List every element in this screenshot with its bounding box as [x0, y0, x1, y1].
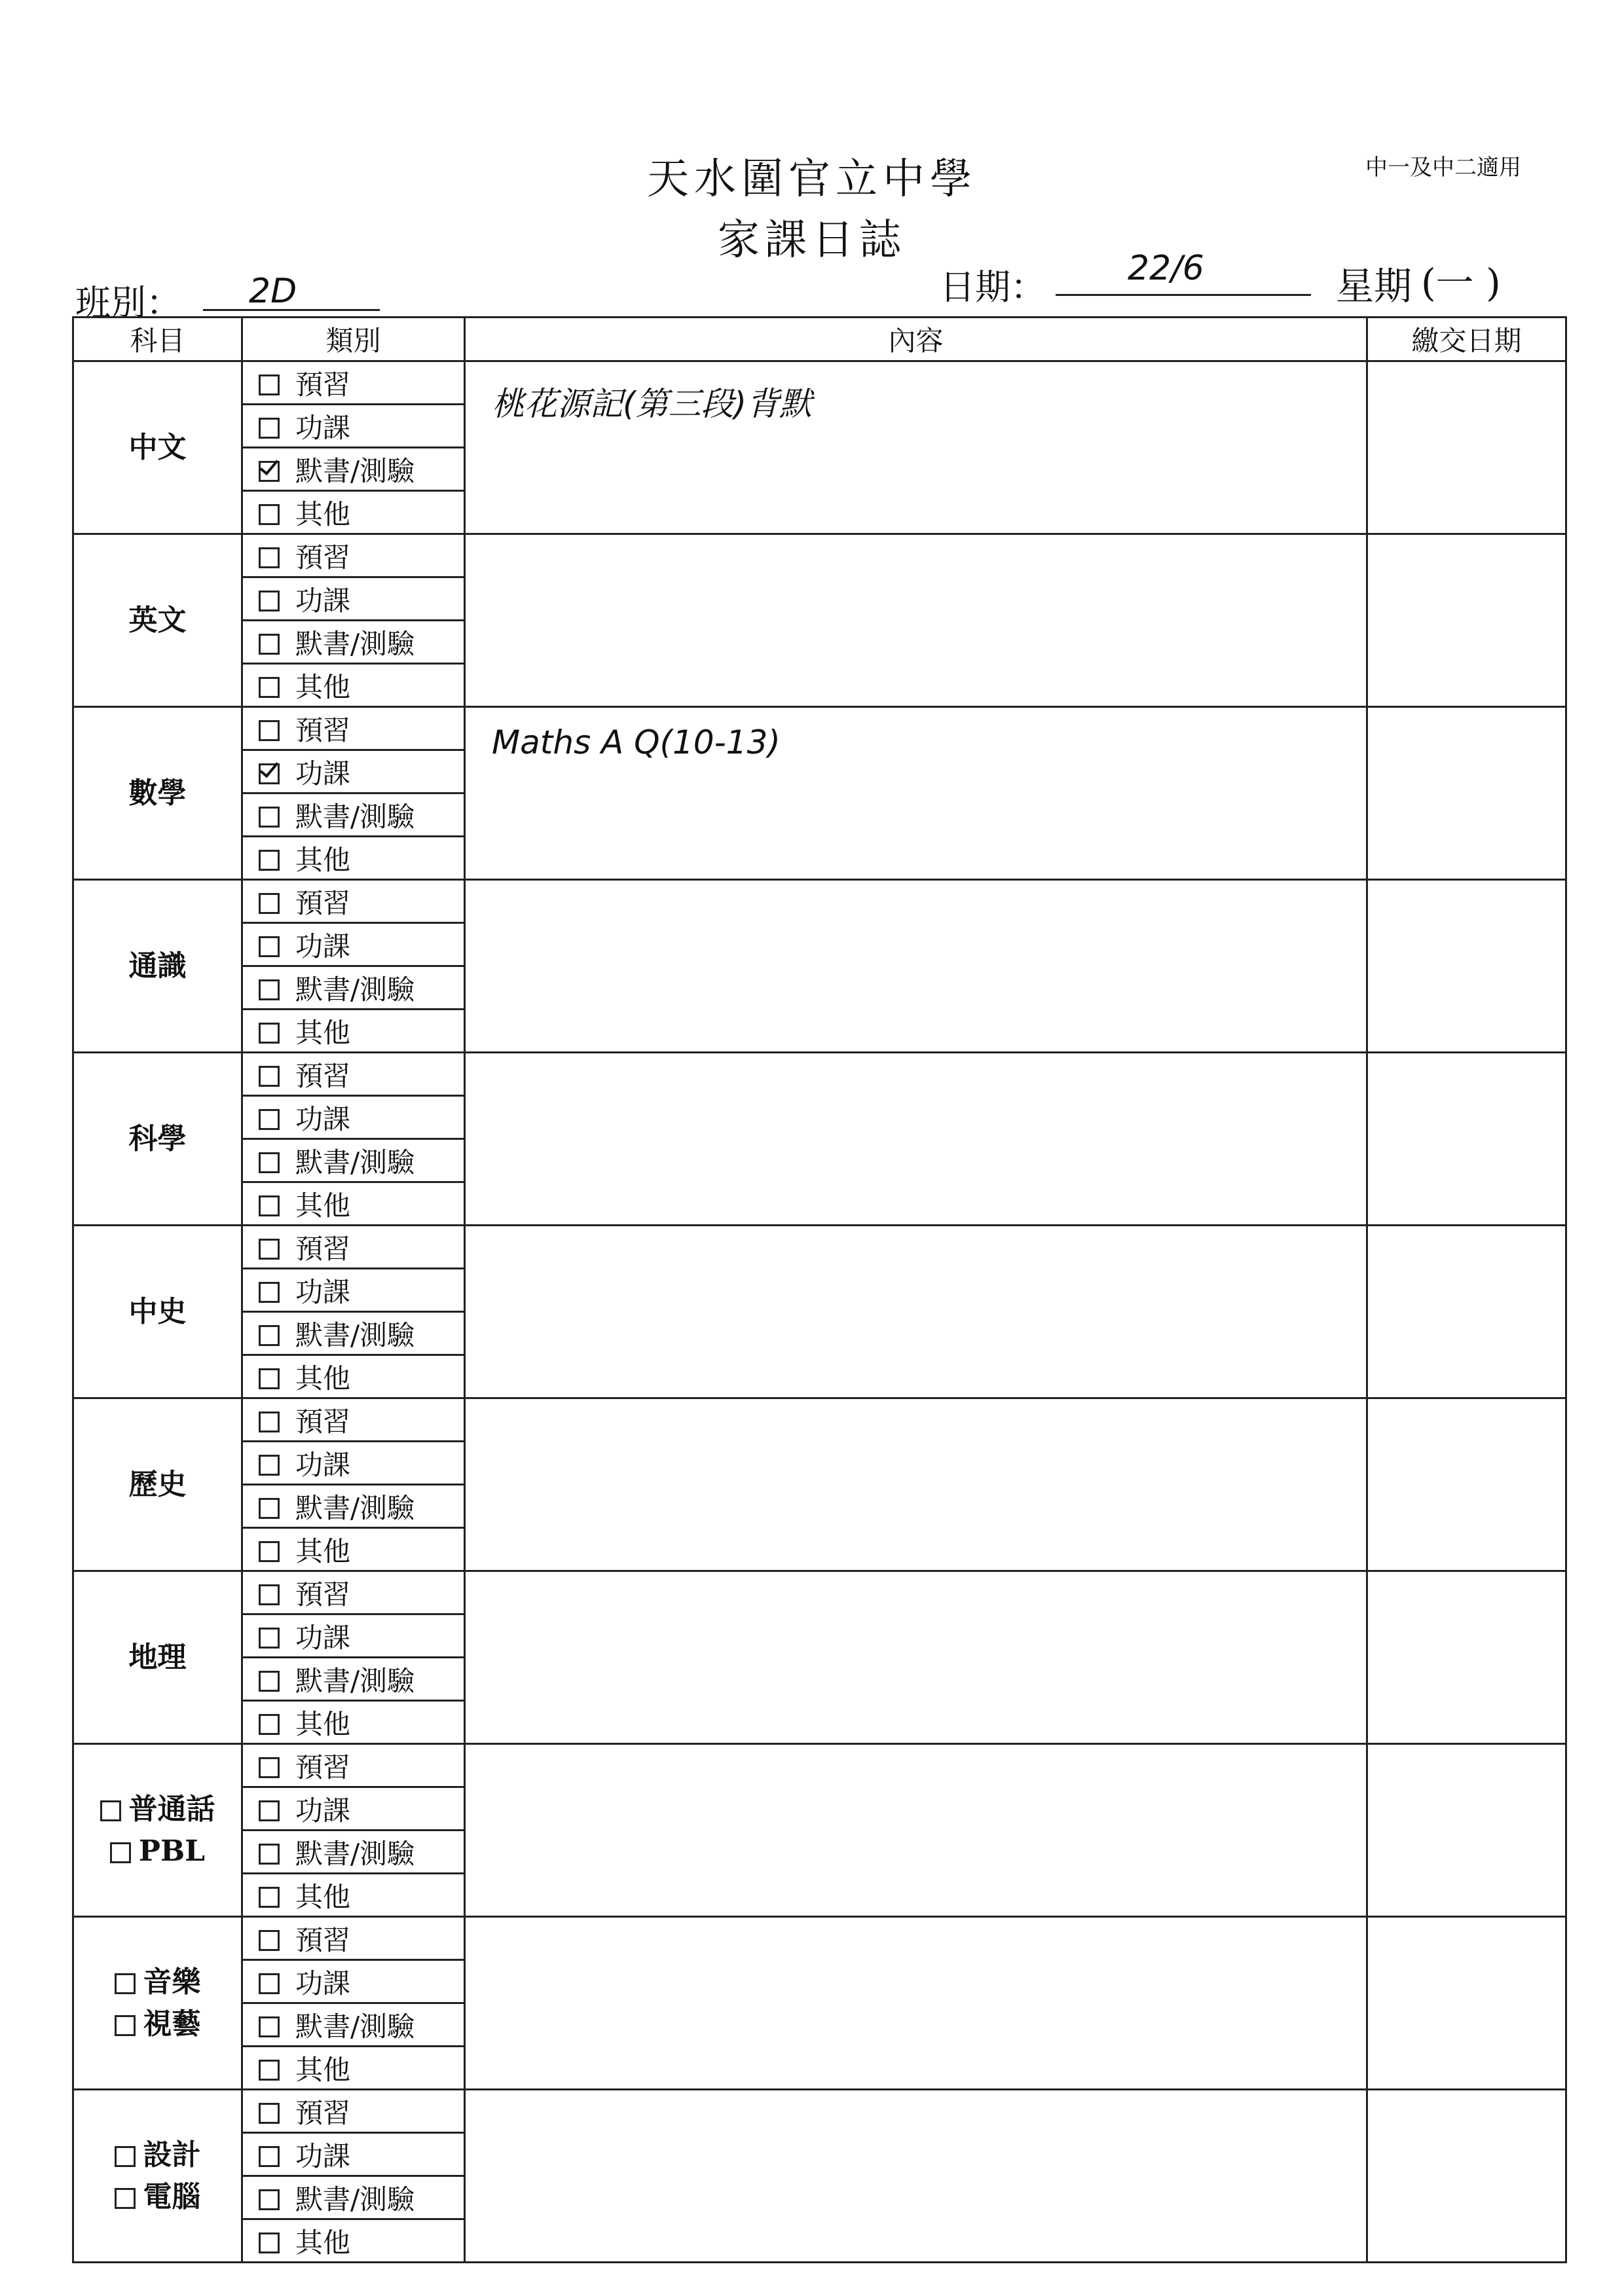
table-header-row — [73, 318, 1566, 361]
column-header-due-date: 繳交日期 — [1367, 318, 1566, 361]
subject-cell — [73, 880, 242, 1053]
weekday-label: 星期 — [1336, 264, 1412, 308]
category-cell[interactable] — [242, 2047, 465, 2090]
table-row — [73, 1571, 1566, 1614]
content-cell[interactable] — [465, 1571, 1367, 1744]
category-cell[interactable] — [242, 837, 465, 880]
content-cell[interactable] — [465, 1398, 1367, 1571]
due-date-cell[interactable] — [1367, 2090, 1566, 2263]
category-label: 預習 — [295, 886, 351, 919]
category-label: 默書/測驗 — [295, 800, 415, 833]
category-cell[interactable] — [242, 1096, 465, 1139]
subject-option[interactable] — [74, 2003, 241, 2045]
category-cell[interactable] — [242, 1831, 465, 1874]
checkbox-icon[interactable] — [259, 1714, 280, 1735]
column-header-content: 內容 — [465, 318, 1367, 361]
checkbox-icon[interactable] — [259, 1930, 280, 1951]
table-row — [73, 880, 1566, 923]
date-field[interactable]: 22/6 — [1056, 249, 1311, 296]
checkbox-icon[interactable] — [115, 2146, 136, 2167]
category-cell[interactable] — [242, 880, 465, 923]
subject-option-label: PBL — [138, 1834, 206, 1868]
subject-option-label: 電腦 — [143, 2179, 201, 2214]
checkbox-icon[interactable] — [259, 1584, 280, 1605]
table-row — [73, 534, 1566, 577]
subject-cell — [73, 534, 242, 707]
category-label: 預習 — [295, 714, 351, 746]
category-cell[interactable] — [242, 2133, 465, 2176]
checkbox-icon[interactable] — [259, 1498, 280, 1519]
table-row — [73, 1744, 1566, 1787]
subject-option[interactable] — [74, 1961, 241, 2003]
due-date-cell[interactable] — [1367, 1571, 1566, 1744]
category-cell[interactable] — [242, 534, 465, 577]
subject-option[interactable] — [74, 2134, 241, 2176]
checkbox-icon[interactable] — [259, 1455, 280, 1476]
checkbox-icon[interactable] — [115, 2188, 136, 2209]
category-cell[interactable] — [242, 1787, 465, 1831]
subject-cell — [73, 1744, 242, 1917]
checkbox-icon[interactable] — [259, 677, 280, 698]
category-label: 其他 — [295, 843, 351, 876]
category-label: 其他 — [295, 1535, 351, 1567]
category-label: 默書/測驗 — [295, 1319, 415, 1351]
checkbox-icon[interactable] — [259, 591, 280, 611]
category-label: 默書/測驗 — [295, 1146, 415, 1178]
category-cell[interactable] — [242, 1614, 465, 1658]
content-cell[interactable] — [465, 1917, 1367, 2090]
checkbox-icon[interactable] — [110, 1842, 131, 1863]
category-cell[interactable] — [242, 1182, 465, 1226]
due-date-cell[interactable] — [1367, 880, 1566, 1053]
checkbox-icon[interactable] — [259, 936, 280, 957]
table-row — [73, 1917, 1566, 1960]
category-label: 功課 — [295, 1794, 351, 1827]
category-cell[interactable] — [242, 1960, 465, 2003]
category-label: 預習 — [295, 1405, 351, 1438]
table-row — [73, 1398, 1566, 1442]
subject-cell — [73, 2090, 242, 2263]
category-cell[interactable] — [242, 1874, 465, 1917]
subject-cell — [73, 361, 242, 534]
category-label: 其他 — [295, 498, 351, 530]
category-cell[interactable] — [242, 966, 465, 1010]
category-cell[interactable] — [242, 1398, 465, 1442]
checkbox-icon[interactable] — [259, 1412, 280, 1432]
table-row — [73, 2090, 1566, 2133]
subject-name: 數學 — [128, 776, 187, 810]
category-cell[interactable] — [242, 1269, 465, 1312]
category-label: 默書/測驗 — [295, 2183, 415, 2215]
category-label: 預習 — [295, 1923, 351, 1956]
checkbox-icon[interactable] — [259, 2189, 280, 2210]
content-cell[interactable] — [465, 534, 1367, 707]
column-header-subject: 科目 — [73, 318, 242, 361]
checkbox-icon[interactable] — [259, 1066, 280, 1087]
category-cell[interactable] — [242, 1010, 465, 1053]
category-label: 默書/測驗 — [295, 1491, 415, 1524]
checkbox-icon[interactable] — [259, 979, 280, 1000]
due-date-cell[interactable] — [1367, 534, 1566, 707]
subject-name: 科學 — [128, 1121, 187, 1156]
subject-name: 地理 — [128, 1640, 187, 1674]
category-label: 預習 — [295, 1232, 351, 1265]
category-label: 預習 — [295, 1059, 351, 1092]
subject-cell — [73, 707, 242, 880]
category-cell[interactable] — [242, 1658, 465, 1701]
checkbox-icon[interactable] — [259, 1109, 280, 1130]
content-cell[interactable]: 桃花源記(第三段)背默 — [465, 361, 1367, 534]
subject-option-label: 音樂 — [143, 1965, 201, 1999]
category-label: 默書/測驗 — [295, 2010, 415, 2043]
content-cell[interactable] — [465, 2090, 1367, 2263]
checkbox-icon[interactable] — [115, 2015, 136, 2036]
subject-cell — [73, 1917, 242, 2090]
content-cell[interactable]: Maths A Q(10-13) — [465, 707, 1367, 880]
checked-box-icon[interactable] — [259, 461, 280, 482]
checkbox-icon[interactable] — [259, 374, 280, 395]
category-cell[interactable] — [242, 1528, 465, 1571]
checkbox-icon[interactable] — [259, 850, 280, 871]
checkbox-icon[interactable] — [259, 1844, 280, 1865]
content-cell[interactable] — [465, 1053, 1367, 1226]
column-header-category: 類別 — [242, 318, 465, 361]
category-label: 功課 — [295, 930, 351, 962]
category-label: 功課 — [295, 584, 351, 617]
checkbox-icon[interactable] — [259, 1541, 280, 1562]
due-date-cell[interactable] — [1367, 1398, 1566, 1571]
category-cell[interactable] — [242, 621, 465, 664]
checkbox-icon[interactable] — [259, 1325, 280, 1346]
category-cell[interactable] — [242, 793, 465, 837]
category-cell[interactable] — [242, 2090, 465, 2133]
category-label: 其他 — [295, 1016, 351, 1049]
checkbox-icon[interactable] — [259, 1973, 280, 1994]
checkbox-icon[interactable] — [259, 1239, 280, 1260]
category-cell[interactable] — [242, 1485, 465, 1528]
checkbox-icon[interactable] — [259, 807, 280, 828]
category-label: 功課 — [295, 1102, 351, 1135]
checkbox-icon[interactable] — [259, 418, 280, 439]
category-label: 其他 — [295, 2053, 351, 2086]
category-cell[interactable] — [242, 1226, 465, 1269]
checked-box-icon[interactable] — [259, 763, 280, 784]
school-name: 天水圍官立中學 — [647, 155, 977, 204]
checkbox-icon[interactable] — [115, 1973, 136, 1994]
checkbox-icon[interactable] — [259, 893, 280, 914]
checkbox-icon[interactable] — [259, 2103, 280, 2124]
category-cell[interactable] — [242, 1571, 465, 1614]
checkbox-icon[interactable] — [259, 504, 280, 525]
checkbox-icon[interactable] — [259, 2016, 280, 2037]
category-label: 其他 — [295, 1362, 351, 1394]
subject-cell — [73, 1398, 242, 1571]
category-label: 預習 — [295, 541, 351, 574]
checkbox-icon[interactable] — [259, 547, 280, 568]
subject-cell — [73, 1226, 242, 1398]
category-cell[interactable] — [242, 750, 465, 793]
checkbox-icon[interactable] — [100, 1800, 121, 1821]
category-label: 功課 — [295, 1621, 351, 1654]
checkbox-icon[interactable] — [259, 1368, 280, 1389]
subject-name: 中史 — [128, 1294, 187, 1328]
category-cell[interactable] — [242, 1355, 465, 1398]
due-date-cell[interactable] — [1367, 1053, 1566, 1226]
category-label: 其他 — [295, 2226, 351, 2259]
category-cell[interactable] — [242, 361, 465, 405]
category-cell[interactable] — [242, 1917, 465, 1960]
due-date-cell[interactable] — [1367, 1226, 1566, 1398]
applicability-note: 中一及中二適用 — [1365, 155, 1521, 181]
checkbox-icon[interactable] — [259, 1628, 280, 1649]
document-title: 家課日誌 — [718, 216, 906, 264]
category-cell[interactable] — [242, 2003, 465, 2047]
checkbox-icon[interactable] — [259, 1195, 280, 1216]
category-label: 預習 — [295, 2096, 351, 2129]
date-label: 日期： — [940, 266, 1046, 308]
class-field[interactable]: 2D — [203, 272, 380, 311]
category-label: 功課 — [295, 1967, 351, 1999]
content-cell[interactable] — [465, 1744, 1367, 1917]
subject-option-label: 普通話 — [128, 1792, 215, 1826]
category-cell[interactable] — [242, 2176, 465, 2219]
checkbox-icon[interactable] — [259, 1757, 280, 1778]
category-cell[interactable] — [242, 1053, 465, 1096]
due-date-cell[interactable] — [1367, 1744, 1566, 1917]
subject-name: 通識 — [128, 949, 187, 983]
category-cell[interactable] — [242, 707, 465, 750]
subject-cell — [73, 1053, 242, 1226]
subject-name: 中文 — [128, 430, 187, 464]
category-cell[interactable] — [242, 664, 465, 707]
category-label: 預習 — [295, 1751, 351, 1783]
category-label: 其他 — [295, 670, 351, 703]
subject-option-label: 設計 — [143, 2138, 201, 2172]
category-cell[interactable] — [242, 405, 465, 448]
subject-cell — [73, 1571, 242, 1744]
homework-table — [72, 316, 1567, 2263]
category-label: 功課 — [295, 411, 351, 444]
subject-option[interactable] — [74, 1789, 241, 1831]
subject-name: 英文 — [128, 603, 187, 637]
category-cell[interactable] — [242, 1744, 465, 1787]
checkbox-icon[interactable] — [259, 1800, 280, 1821]
category-label: 默書/測驗 — [295, 627, 415, 660]
category-cell[interactable] — [242, 1701, 465, 1744]
category-cell[interactable] — [242, 1442, 465, 1485]
checkbox-icon[interactable] — [259, 1887, 280, 1908]
table-row — [73, 1226, 1566, 1269]
checkbox-icon[interactable] — [259, 2146, 280, 2167]
category-cell[interactable] — [242, 577, 465, 621]
subject-option[interactable] — [74, 1831, 241, 1872]
category-label: 功課 — [295, 757, 351, 790]
category-label: 默書/測驗 — [295, 454, 415, 487]
category-label: 預習 — [295, 1578, 351, 1611]
checkbox-icon[interactable] — [259, 634, 280, 655]
content-cell[interactable] — [465, 880, 1367, 1053]
category-label: 默書/測驗 — [295, 973, 415, 1006]
category-label: 功課 — [295, 1448, 351, 1481]
due-date-cell[interactable] — [1367, 361, 1566, 534]
due-date-cell[interactable] — [1367, 1917, 1566, 2090]
checkbox-icon[interactable] — [259, 2060, 280, 2081]
category-cell[interactable] — [242, 2219, 465, 2263]
checkbox-icon[interactable] — [259, 1023, 280, 1044]
category-cell[interactable] — [242, 491, 465, 534]
category-label: 功課 — [295, 2140, 351, 2172]
category-cell[interactable] — [242, 1312, 465, 1355]
category-cell[interactable] — [242, 448, 465, 491]
table-row — [73, 361, 1566, 405]
category-label: 其他 — [295, 1189, 351, 1222]
table-row — [73, 707, 1566, 750]
checkbox-icon[interactable] — [259, 1152, 280, 1173]
content-cell[interactable] — [465, 1226, 1367, 1398]
checkbox-icon[interactable] — [259, 2232, 280, 2253]
subject-name: 歷史 — [128, 1467, 187, 1501]
category-cell[interactable] — [242, 923, 465, 966]
subject-option[interactable] — [74, 2176, 241, 2218]
checkbox-icon[interactable] — [259, 1282, 280, 1303]
checkbox-icon[interactable] — [259, 1671, 280, 1692]
category-label: 默書/測驗 — [295, 1837, 415, 1870]
class-label: 班別： — [75, 282, 181, 323]
table-row — [73, 1053, 1566, 1096]
category-label: 預習 — [295, 368, 351, 401]
due-date-cell[interactable] — [1367, 707, 1566, 880]
category-label: 功課 — [295, 1275, 351, 1308]
weekday-field[interactable]: (一 ) — [1421, 261, 1501, 305]
subject-option-label: 視藝 — [143, 2007, 201, 2041]
category-label: 其他 — [295, 1880, 351, 1913]
category-cell[interactable] — [242, 1139, 465, 1182]
category-label: 其他 — [295, 1707, 351, 1740]
checkbox-icon[interactable] — [259, 720, 280, 741]
category-label: 默書/測驗 — [295, 1664, 415, 1697]
